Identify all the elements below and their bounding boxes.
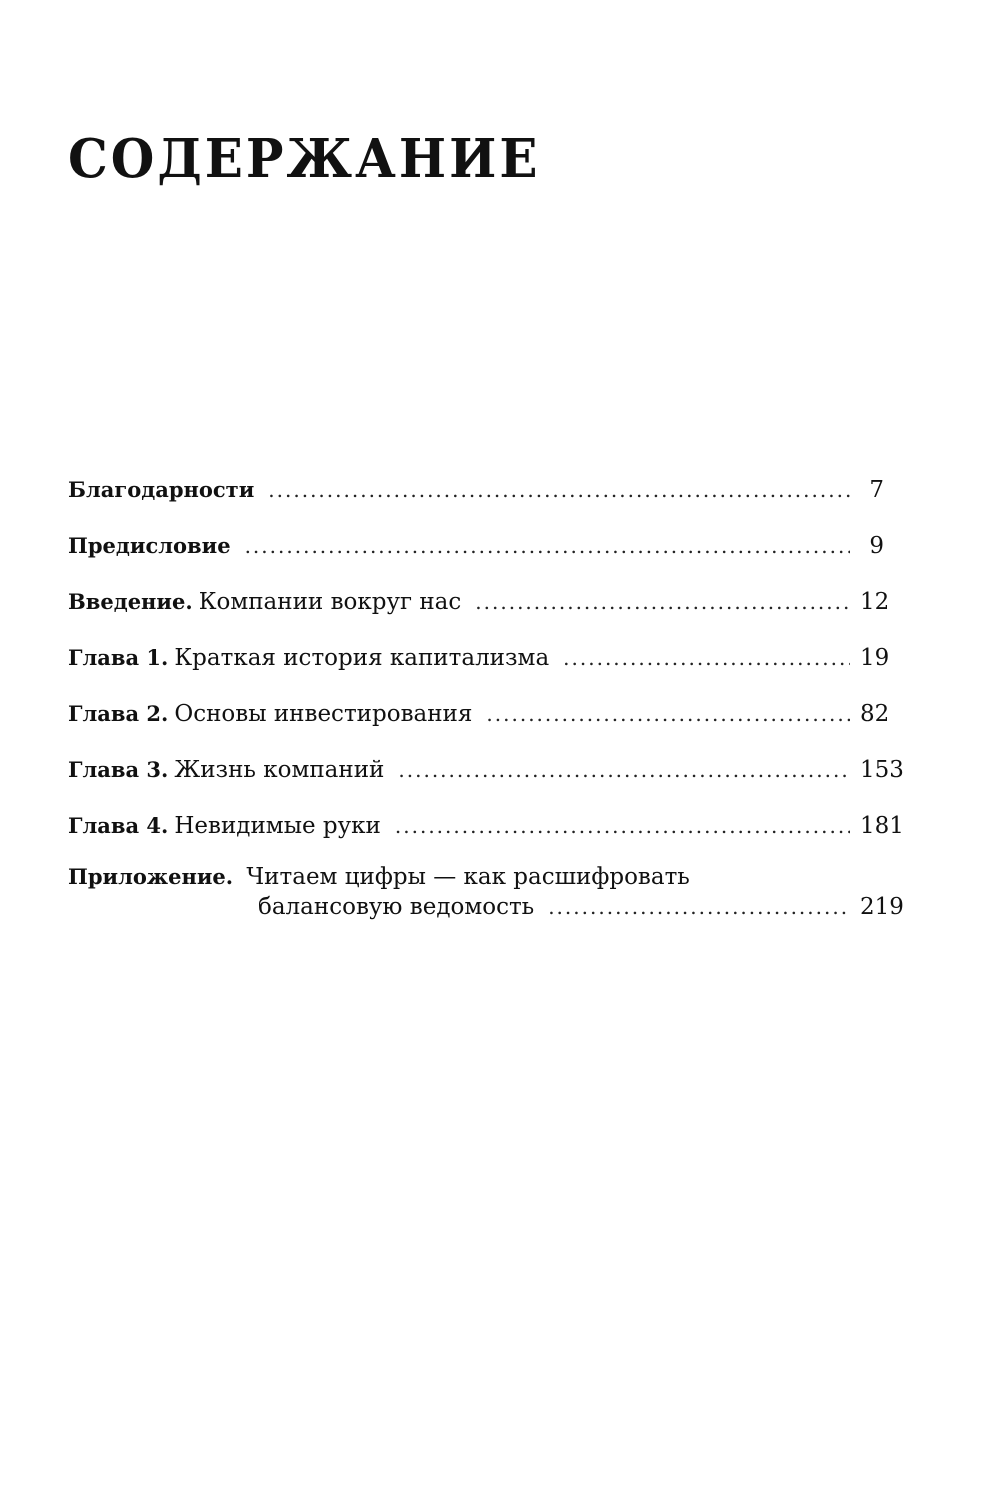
dot-leader — [245, 526, 850, 566]
dot-leader — [268, 470, 850, 510]
page-title: СОДЕРЖАНИЕ — [68, 127, 541, 190]
toc-page-number: 9 — [869, 533, 884, 559]
toc-entry-title: Компании вокруг нас — [198, 589, 462, 615]
toc-entry-introduction — [68, 582, 890, 638]
toc-entry-preface — [68, 526, 884, 582]
toc-entry-chapter-3 — [68, 750, 904, 806]
toc-entry-label: Приложение. — [68, 864, 234, 889]
toc-entry-chapter-1 — [68, 638, 890, 694]
dot-leader — [548, 892, 850, 922]
toc-page-number: 19 — [860, 645, 890, 671]
table-of-contents — [68, 470, 904, 922]
toc-entry-label: Введение. — [68, 589, 193, 614]
toc-entry-title: Краткая история капитализма — [174, 645, 550, 671]
toc-entry-chapter-2 — [68, 694, 890, 750]
toc-entry-title: Жизнь компаний — [174, 757, 385, 783]
toc-page-number: 153 — [860, 757, 904, 783]
toc-entry-title: Основы инвестирования — [174, 701, 473, 727]
toc-page-number: 12 — [860, 589, 890, 615]
toc-appendix-second-line — [258, 892, 904, 922]
toc-entry-chapter-4 — [68, 806, 904, 862]
toc-entry-title: Читаем цифры — как расшифровать — [246, 864, 690, 890]
toc-page-number: 181 — [860, 813, 904, 839]
dot-leader — [395, 806, 850, 846]
toc-entry-label: Предисловие — [68, 533, 231, 558]
toc-entry-title-continued: балансовую ведомость — [258, 894, 535, 920]
dot-leader — [563, 638, 850, 678]
dot-leader — [486, 694, 850, 734]
toc-entry-label: Глава 1. — [68, 645, 169, 670]
toc-page-number: 82 — [860, 701, 890, 727]
toc-entry-appendix — [68, 862, 904, 922]
toc-entry-acknowledgements — [68, 470, 884, 526]
toc-entry-label: Глава 4. — [68, 813, 169, 838]
toc-page-number: 7 — [869, 477, 884, 503]
toc-entry-label: Благодарности — [68, 477, 255, 502]
toc-appendix-first-line — [68, 862, 884, 892]
toc-entry-label: Глава 3. — [68, 757, 169, 782]
toc-entry-title: Невидимые руки — [174, 813, 381, 839]
dot-leader — [398, 750, 850, 790]
toc-entry-label: Глава 2. — [68, 701, 169, 726]
toc-page-number: 219 — [860, 894, 904, 920]
dot-leader — [475, 582, 850, 622]
